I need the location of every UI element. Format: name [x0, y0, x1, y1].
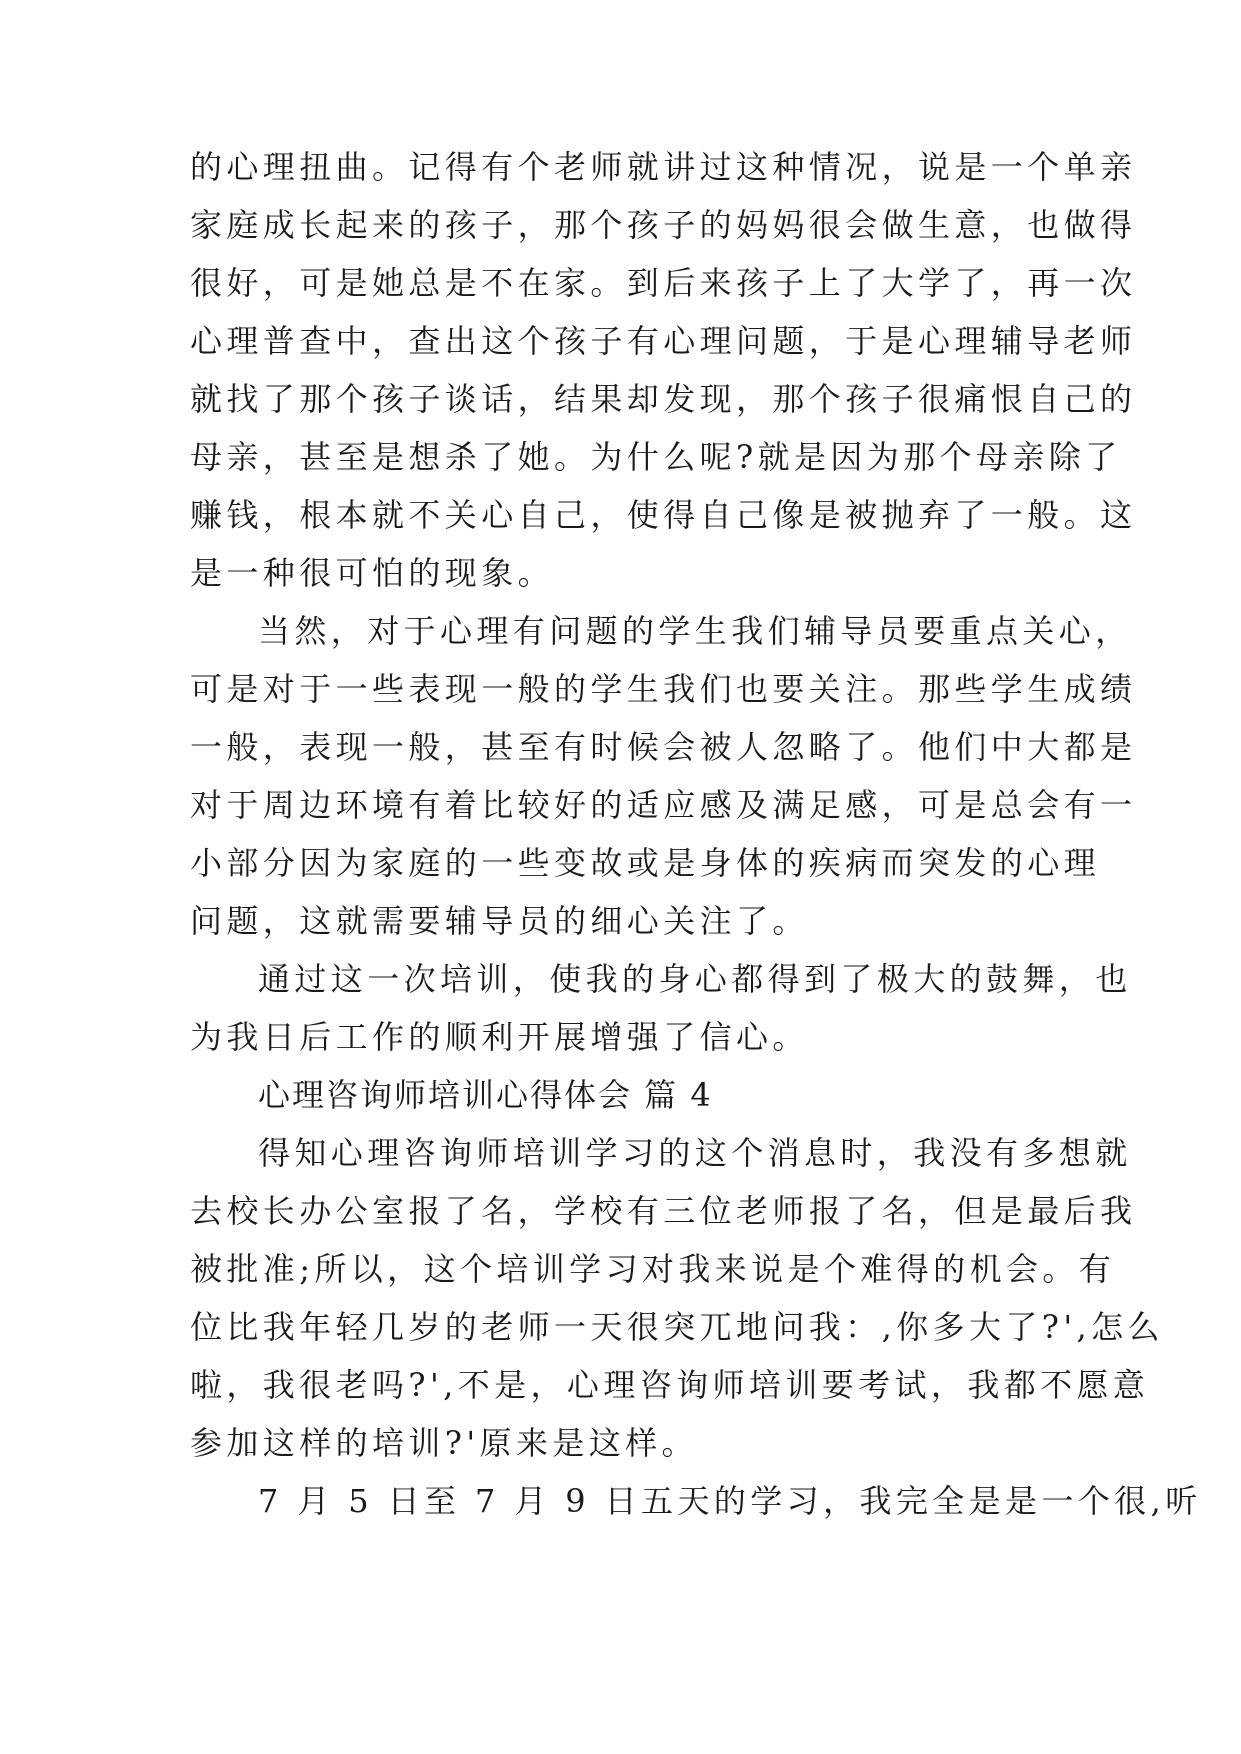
paragraph-line: 就找了那个孩子谈话，结果却发现，那个孩子很痛恨自己的 — [190, 380, 1137, 418]
paragraph-line: 很好，可是她总是不在家。到后来孩子上了大学了，再一次 — [190, 264, 1137, 302]
paragraph-line: 7 月 5 日至 7 月 9 日五天的学习，我完全是是一个很,听 — [258, 1482, 1202, 1520]
paragraph-line: 小部分因为家庭的一些变故或是身体的疾病而突发的心理 — [190, 844, 1101, 882]
paragraph-line: 位比我年轻几岁的老师一天很突兀地问我：,你多大了?',怎么 — [190, 1308, 1164, 1346]
paragraph-line: 啦，我很老吗?',不是，心理咨询师培训要考试，我都不愿意 — [190, 1366, 1150, 1404]
paragraph-line: 为我日后工作的顺利开展增强了信心。 — [190, 1018, 809, 1056]
paragraph-line: 通过这一次培训，使我的身心都得到了极大的鼓舞，也 — [258, 960, 1132, 998]
paragraph-line: 去校长办公室报了名，学校有三位老师报了名，但是最后我 — [190, 1192, 1137, 1230]
paragraph-line: 一般，表现一般，甚至有时候会被人忽略了。他们中大都是 — [190, 728, 1137, 766]
paragraph-line: 当然，对于心理有问题的学生我们辅导员要重点关心， — [258, 612, 1132, 650]
paragraph-line: 对于周边环境有着比较好的适应感及满足感，可是总会有一 — [190, 786, 1137, 824]
paragraph-line: 心理普查中，查出这个孩子有心理问题，于是心理辅导老师 — [190, 322, 1137, 360]
paragraph-line: 可是对于一些表现一般的学生我们也要关注。那些学生成绩 — [190, 670, 1137, 708]
paragraph-line: 问题，这就需要辅导员的细心关注了。 — [190, 902, 809, 940]
paragraph-line: 参加这样的培训?'原来是这样。 — [190, 1424, 698, 1462]
paragraph-line: 被批准;所以，这个培训学习对我来说是个难得的机会。有 — [190, 1250, 1116, 1288]
paragraph-line: 家庭成长起来的孩子，那个孩子的妈妈很会做生意，也做得 — [190, 206, 1137, 244]
paragraph-line: 母亲，甚至是想杀了她。为什么呢?就是因为那个母亲除了 — [190, 438, 1122, 476]
paragraph-line: 得知心理咨询师培训学习的这个消息时，我没有多想就 — [258, 1134, 1132, 1172]
section-heading: 心理咨询师培训心得体会 篇 4 — [258, 1076, 713, 1114]
paragraph-line: 赚钱，根本就不关心自己，使得自己像是被抛弃了一般。这 — [190, 496, 1137, 534]
paragraph-line: 是一种很可怕的现象。 — [190, 554, 555, 592]
paragraph-line: 的心理扭曲。记得有个老师就讲过这种情况，说是一个单亲 — [190, 148, 1137, 186]
